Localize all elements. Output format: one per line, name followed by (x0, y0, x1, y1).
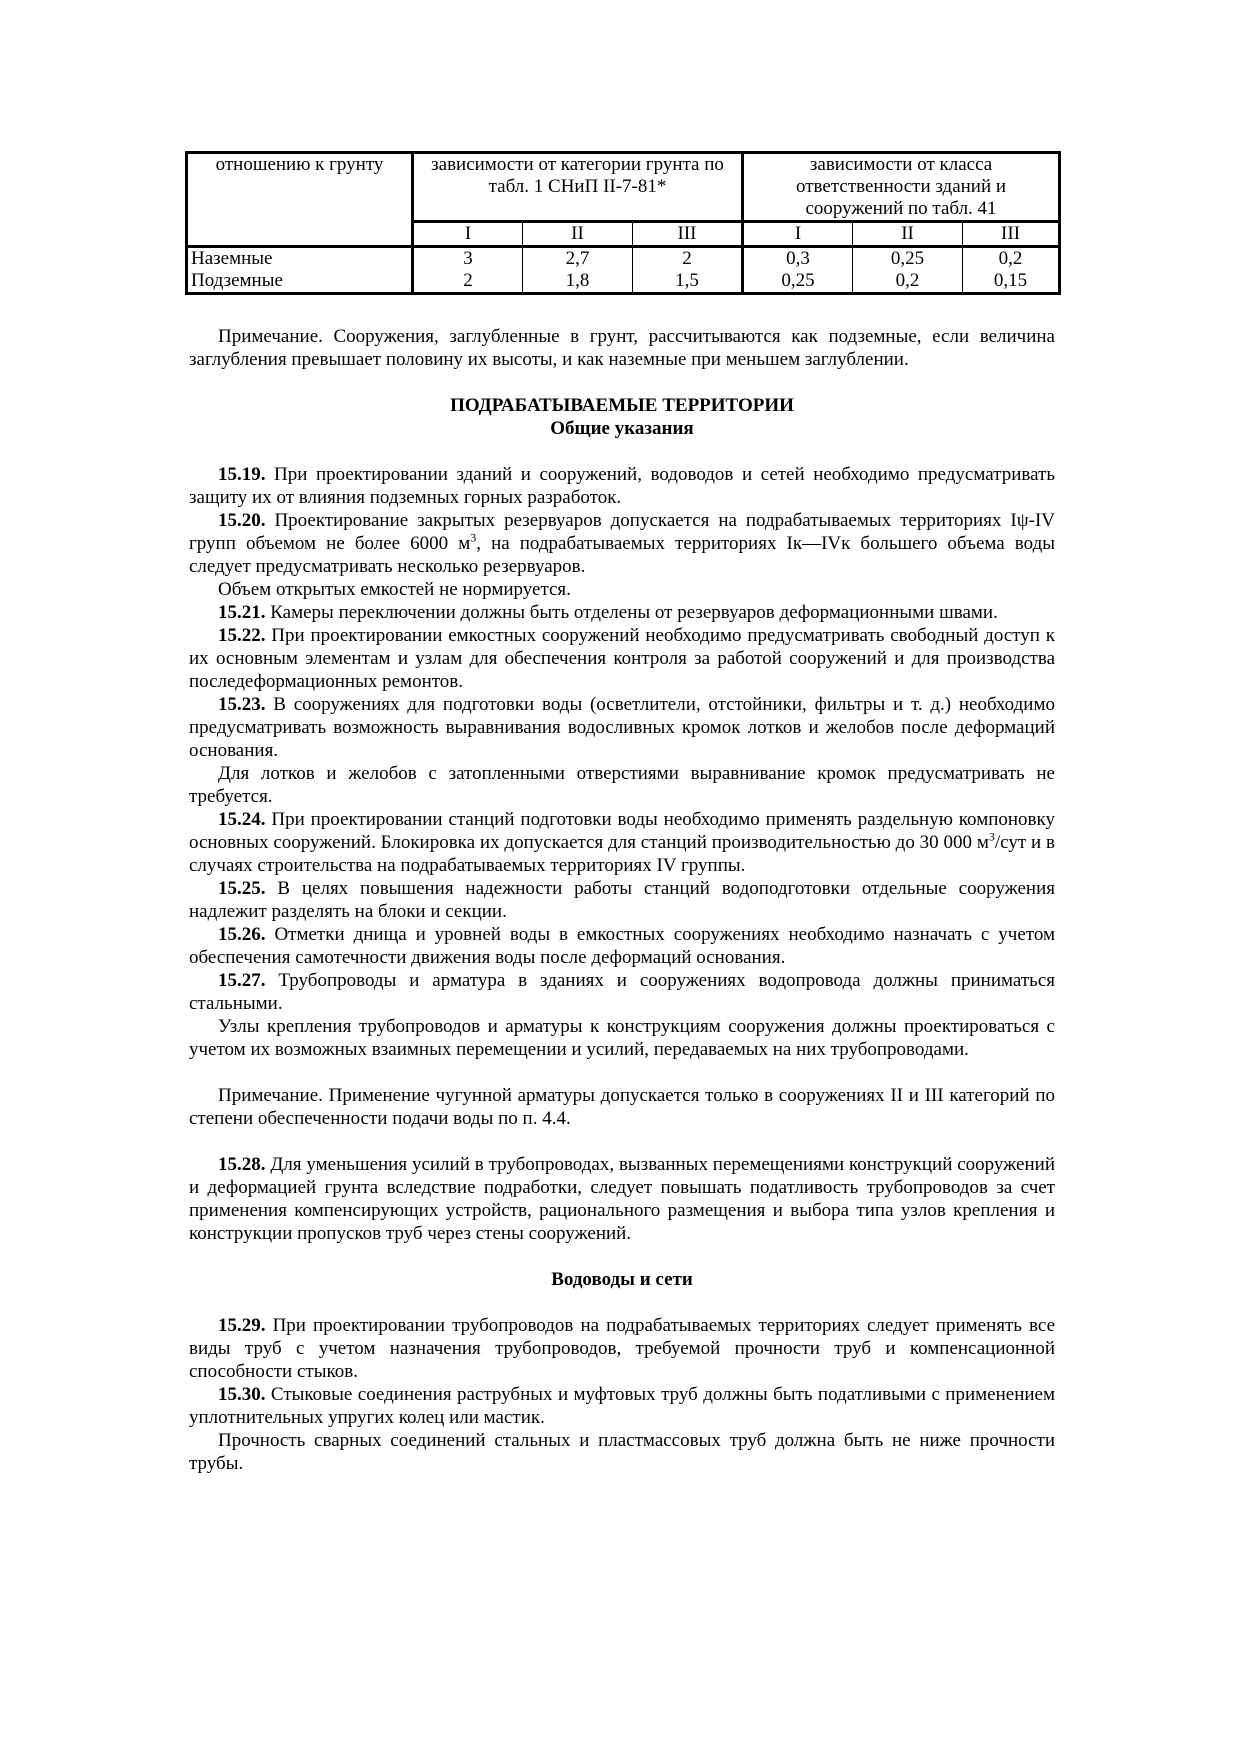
clause-number: 15.29. (218, 1315, 266, 1336)
table-cell: 2,7 (523, 247, 633, 271)
table-cell: 2 (413, 270, 523, 294)
paragraph-15-22 (189, 624, 1055, 693)
clause-text: В сооружениях для подготовки воды (осветлители, отстойники, фильтры и т. д.) необходимо предусматривать возможность выравнивания водосливных кромок лотков и желобов после деформаций основания. (189, 694, 1055, 761)
paragraph-15-30 (189, 1383, 1055, 1429)
paragraph-15-23-cont: Для лотков и желобов с затопленными отверстиями выравнивание кромок предусматривать не требуется. (189, 763, 1055, 807)
superscript: 3 (988, 829, 995, 844)
clause-number: 15.30. (218, 1384, 266, 1405)
clause-number: 15.21. (218, 602, 266, 623)
clause-text: , на подрабатываемых территориях Iк—IVк большего объема воды следует предусматривать несколько резервуаров. (189, 533, 1056, 577)
section-title: ПОДРАБАТЫВАЕМЫЕ ТЕРРИТОРИИ (450, 395, 794, 416)
table-cell: 2 (633, 247, 743, 271)
clause-text: В целях повышения надежности работы станций водоподготовки отдельные сооружения надлежит разделять на блоки и секции. (189, 878, 1055, 922)
clause-number: 15.22. (218, 625, 266, 646)
table-subheader-cell: III (963, 222, 1060, 247)
clause-number: 15.26. (218, 924, 266, 945)
note-cast-iron: Примечание. Применение чугунной арматуры допускается только в сооружениях II и III категорий по степени обеспеченности подачи воды по п. 4.4. (189, 1085, 1055, 1129)
table-cell: 1,8 (523, 270, 633, 294)
table-row-label: Наземные (187, 247, 413, 271)
table-cell: 0,3 (743, 247, 853, 271)
paragraph-15-27 (189, 969, 1055, 1015)
clause-text: При проектировании трубопроводов на подрабатываемых территориях следует применять все виды труб с учетом назначения трубопроводов, требуемой прочности труб и компенсационной способности стыков. (189, 1315, 1055, 1382)
table-cell: 3 (413, 247, 523, 271)
table-subheader-cell: II (523, 222, 633, 247)
clause-number: 15.28. (218, 1154, 266, 1175)
clause-text: Камеры переключении должны быть отделены от резервуаров деформационными швами. (265, 602, 998, 623)
paragraph-15-29 (189, 1314, 1055, 1383)
document-body (189, 325, 1055, 1475)
section-subtitle: Общие указания (550, 418, 694, 439)
clause-number: 15.20. (218, 510, 266, 531)
table-header-row (187, 153, 1060, 222)
coefficients-table (185, 151, 1061, 295)
paragraph-15-20 (189, 509, 1055, 578)
clause-text: Трубопроводы и арматура в зданиях и сооружениях водопровода должны приниматься стальными. (189, 970, 1055, 1014)
table-header-cell: отношению к грунту (187, 153, 413, 247)
clause-text: При проектировании станций подготовки воды необходимо применять раздельную компоновку основных сооружений. Блокировка их допускается для станций производительностью до 30 000 м (189, 809, 1055, 853)
table-cell: 1,5 (633, 270, 743, 294)
clause-text: Для уменьшения усилий в трубопроводах, вызванных перемещениями конструкций сооружений и деформацией грунта вследствие подработки, следует повышать податливость трубопроводов за счет применения компенсирующих устройств, рационального размещения и выбора типа узлов крепления и конструкции пропусков труб через стены сооружений. (189, 1154, 1055, 1244)
table-subheader-cell: I (413, 222, 523, 247)
clause-number: 15.24. (218, 809, 266, 830)
clause-text: /сут и в случаях строительства на подрабатываемых территориях IV группы. (189, 832, 1056, 876)
superscript: 3 (470, 530, 477, 545)
paragraph-15-21 (189, 601, 1055, 624)
table-note: Примечание. Сооружения, заглубленные в грунт, рассчитываются как подземные, если величина заглубления превышает половину их высоты, и как наземные при меньшем заглублении. (189, 326, 1055, 370)
table-subheader-cell: I (743, 222, 853, 247)
paragraph-15-27-cont: Узлы крепления трубопроводов и арматуры к конструкциям сооружения должны проектироваться с учетом их возможных взаимных перемещении и усилий, передаваемых на них трубопроводами. (189, 1016, 1055, 1060)
clause-text: При проектировании емкостных сооружений необходимо предусматривать свободный доступ к их основным элементам и узлам для обеспечения контроля за работой сооружений и для производства последеформационных ремонтов. (189, 625, 1055, 692)
clause-text: Отметки днища и уровней воды в емкостных сооружениях необходимо назначать с учетом обеспечения самотечности движения воды после деформаций основания. (189, 924, 1055, 968)
table-cell: 0,25 (853, 247, 963, 271)
paragraph-15-19 (189, 463, 1055, 509)
table-row (187, 247, 1060, 271)
clause-number: 15.19. (218, 464, 266, 485)
clause-text: Стыковые соединения раструбных и муфтовых труб должны быть податливыми с применением уплотнительных упругих колец или мастик. (189, 1384, 1055, 1428)
paragraph-15-24 (189, 808, 1055, 877)
table-header-group: зависимости от категории грунта по табл. 1 СНиП II-7-81* (413, 153, 743, 222)
paragraph-15-23 (189, 693, 1055, 762)
paragraph-15-25 (189, 877, 1055, 923)
table-cell: 0,15 (963, 270, 1060, 294)
table-cell: 0,25 (743, 270, 853, 294)
clause-text: При проектировании зданий и сооружений, водоводов и сетей необходимо предусматривать защиту их от влияния подземных горных разработок. (189, 464, 1055, 508)
paragraph-15-26 (189, 923, 1055, 969)
subsection-title: Водоводы и сети (551, 1269, 693, 1290)
paragraph-15-28 (189, 1153, 1055, 1245)
paragraph-15-30-cont: Прочность сварных соединений стальных и пластмассовых труб должна быть не ниже прочности трубы. (189, 1430, 1055, 1474)
clause-number: 15.25. (218, 878, 266, 899)
table-row-label: Подземные (187, 270, 413, 294)
table-cell: 0,2 (853, 270, 963, 294)
table-subheader-cell: III (633, 222, 743, 247)
clause-number: 15.23. (218, 694, 266, 715)
table-cell: 0,2 (963, 247, 1060, 271)
table-row (187, 270, 1060, 294)
table-header-group: зависимости от класса ответственности зданий и сооружений по табл. 41 (743, 153, 1060, 222)
clause-number: 15.27. (218, 970, 266, 991)
table-subheader-cell: II (853, 222, 963, 247)
paragraph-15-20-cont: Объем открытых емкостей не нормируется. (218, 579, 571, 600)
clause-text: Проектирование закрытых резервуаров допускается на подрабатываемых территориях Iψ-IV групп объемом не более 6000 м (189, 510, 1055, 554)
